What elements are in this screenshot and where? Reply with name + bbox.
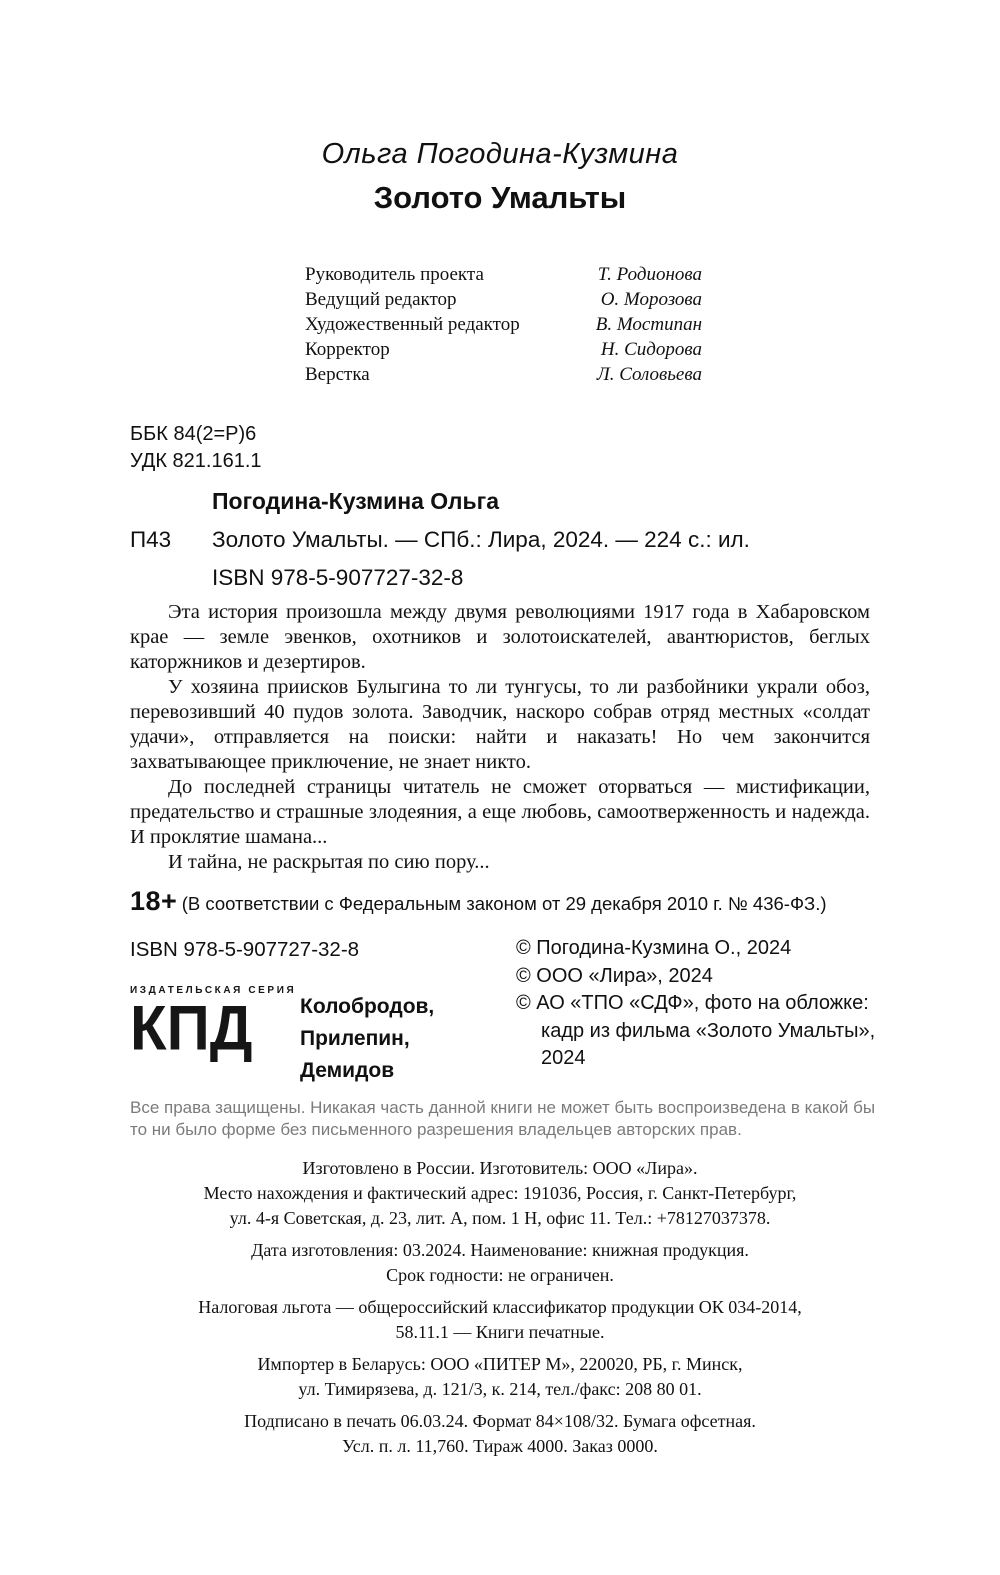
credit-person: Л. Соловьева: [596, 364, 702, 385]
series-label: ИЗДАТЕЛЬСКАЯ СЕРИЯ: [130, 985, 297, 996]
rights-notice: Все права защищены. Никакая часть данной книги не может быть воспроизведена в какой бы то ни было форме без письменного разрешения владельцев авторских прав.: [130, 1098, 876, 1139]
series-author: Колобродов,: [300, 995, 435, 1018]
credit-role: Верстка: [305, 364, 370, 385]
credit-person: Н. Сидорова: [600, 339, 702, 360]
production-line: Усл. п. л. 11,760. Тираж 4000. Заказ 0000.: [342, 1436, 658, 1456]
production-line: ул. Тимирязева, д. 121/3, к. 214, тел./факс: 208 80 01.: [298, 1379, 702, 1399]
production-line: Дата изготовления: 03.2024. Наименование: книжная продукция.: [251, 1240, 749, 1260]
publisher-series-logo: [130, 985, 297, 1064]
production-info: [0, 1156, 1000, 1459]
copyright-line: © АО «ТПО «СДФ», фото на обложке:: [516, 992, 869, 1014]
annotation-paragraph: До последней страницы читатель не сможет оторваться — мистификации, предательство и страшные злодеяния, а еще любовь, самоотверженность и надежда. И проклятие шамана...: [130, 776, 870, 848]
copyright-line: © Погодина-Кузмина О., 2024: [516, 937, 792, 959]
staff-credits: [305, 262, 702, 387]
credit-row: [305, 287, 702, 312]
manufacture-date-info: [0, 1238, 1000, 1288]
production-line: 58.11.1 — Книги печатные.: [395, 1322, 605, 1342]
print-info: [0, 1409, 1000, 1459]
series-authors: [300, 991, 434, 1087]
annotation-paragraph: У хозяина приисков Булыгина то ли тунгусы, то ли разбойники украли обоз, перевозивший 40 пудов золота. Заводчик, наскоро собрав отряд местных «солдат удачи», отправляется на поиски: найти и наказать! Но чем закончится захватывающее приключение, не знает никто.: [130, 676, 870, 773]
production-line: Срок годности: не ограничен.: [386, 1265, 614, 1285]
production-line: ул. 4-я Советская, д. 23, лит. А, пом. 1 Н, офис 11. Тел.: +78127037378.: [229, 1208, 771, 1228]
credit-row: [305, 362, 702, 387]
credit-role: Корректор: [305, 339, 390, 360]
production-line: Налоговая льгота — общероссийский классификатор продукции ОК 034-2014,: [198, 1297, 802, 1317]
udk-code: УДК 821.161.1: [130, 450, 262, 472]
catalog-code: П43: [130, 527, 172, 552]
book-title: Золото Умальты: [373, 180, 627, 215]
catalog-author: Погодина-Кузмина Ольга: [212, 488, 500, 514]
bbk-code: ББК 84(2=Р)6: [130, 423, 257, 445]
credit-row: [305, 312, 702, 337]
credit-person: Т. Родионова: [597, 264, 702, 285]
author-name: Ольга Погодина-Кузмина: [321, 138, 679, 170]
production-line: Изготовлено в России. Изготовитель: ООО «Лира».: [302, 1158, 698, 1178]
series-author: Прилепин,: [300, 1027, 410, 1050]
manufacturer-info: [0, 1156, 1000, 1231]
isbn-number: ISBN 978-5-907727-32-8: [130, 938, 360, 961]
catalog-entry: Золото Умальты. — СПб.: Лира, 2024. — 224 с.: ил.: [212, 527, 750, 552]
copyright-line: 2024: [541, 1047, 586, 1069]
credit-role: Руководитель проекта: [305, 264, 484, 285]
age-rating-line: [130, 886, 1000, 917]
title-block: [0, 0, 1000, 218]
production-line: Импортер в Беларусь: ООО «ПИТЕР М», 220020, РБ, г. Минск,: [257, 1354, 743, 1374]
kpd-logo: КПД: [130, 992, 253, 1064]
credit-person: О. Морозова: [600, 289, 702, 310]
age-rating-law-note: (В соответствии с Федеральным законом от 29 декабря 2010 г. № 436-ФЗ.): [181, 893, 827, 914]
annotation-paragraph: Эта история произошла между двумя революциями 1917 года в Хабаровском крае — земле эвенков, охотников и золотоискателей, авантюристов, беглых каторжников и дезертиров.: [130, 601, 870, 673]
catalog-isbn: ISBN 978-5-907727-32-8: [212, 565, 464, 590]
annotation-paragraph: И тайна, не раскрытая по сию пору...: [168, 851, 490, 873]
credit-role: Художественный редактор: [305, 314, 520, 335]
production-line: Место нахождения и фактический адрес: 191036, Россия, г. Санкт-Петербург,: [203, 1183, 797, 1203]
copyright-line: © ООО «Лира», 2024: [516, 964, 713, 987]
series-author: Демидов: [300, 1059, 395, 1082]
age-rating-badge: 18+: [130, 886, 178, 916]
importer-info: [0, 1352, 1000, 1402]
credit-row: [305, 262, 702, 287]
catalog-entry-row: [130, 526, 1000, 553]
copyright-block: [516, 935, 875, 1073]
credit-person: В. Мостипан: [595, 314, 702, 335]
credit-row: [305, 337, 702, 362]
annotation-block: [130, 600, 870, 875]
copyright-line: кадр из фильма «Золото Умальты»,: [541, 1019, 876, 1042]
production-line: Подписано в печать 06.03.24. Формат 84×108/32. Бумага офсетная.: [244, 1411, 756, 1431]
imprint-row: [0, 935, 1000, 1091]
cataloging-block: [130, 421, 1000, 591]
tax-info: [0, 1295, 1000, 1345]
credit-role: Ведущий редактор: [305, 289, 457, 310]
